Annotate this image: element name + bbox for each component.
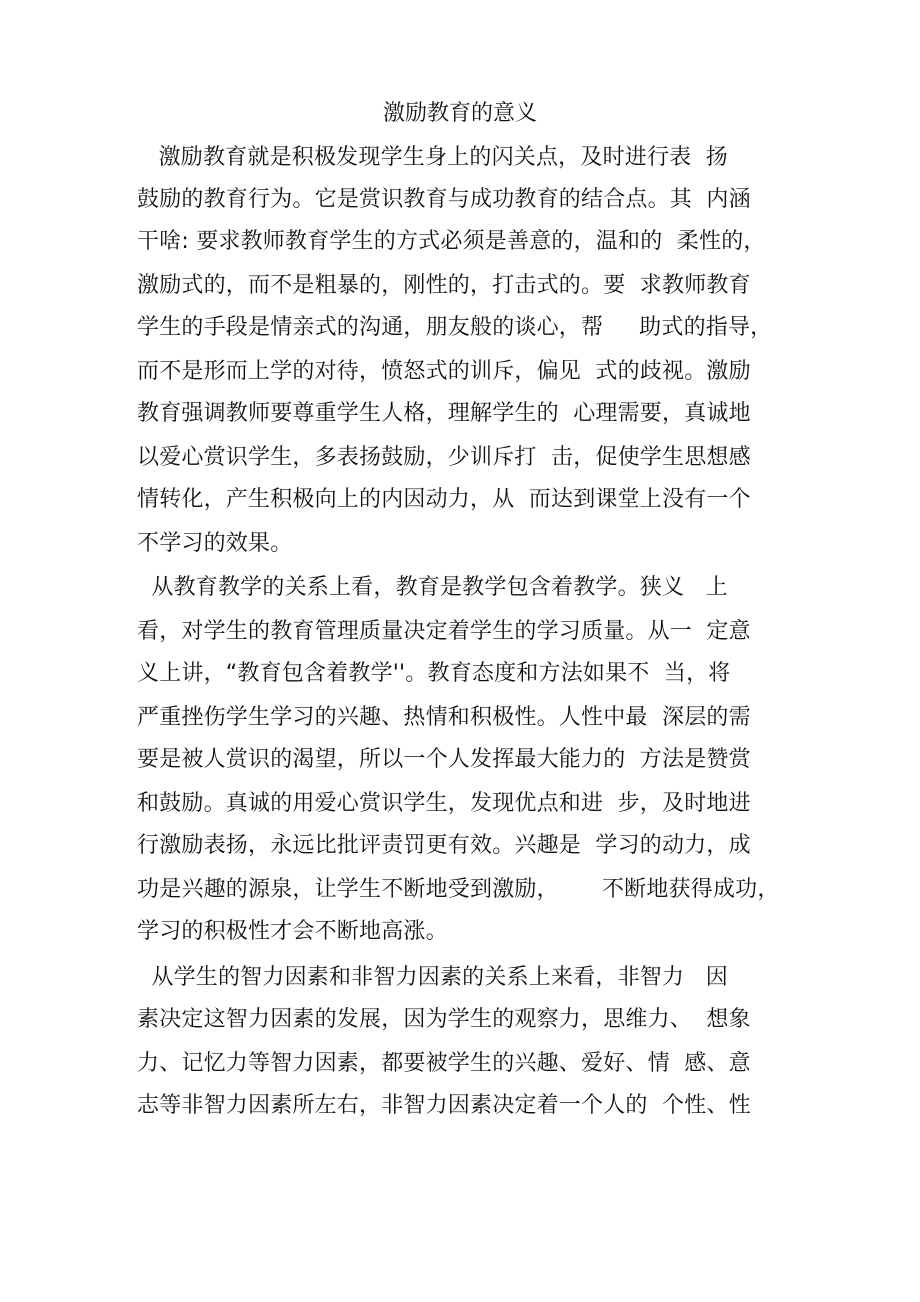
body-line: 而不是形而上学的对待，愤怒式的训斥，偏见 式的歧视。激励 bbox=[137, 359, 751, 384]
body-line: 力、记忆力等智力因素，都要被学生的兴趣、爱好、情 感、意 bbox=[137, 1051, 751, 1076]
body-line: 不学习的效果。 bbox=[137, 531, 293, 556]
body-line: 激励式的，而不是粗暴的，刚性的，打击式的。要 求教师教育 bbox=[137, 273, 751, 298]
body-line: 功是兴趣的源泉，让学生不断地受到激励， 不断地获得成功， bbox=[137, 877, 780, 902]
body-line: 学生的手段是情亲式的沟通，朋友般的谈心，帮 助式的指导， bbox=[137, 315, 773, 340]
body-line: 素决定这智力因素的发展，因为学生的观察力，思维力、 想象 bbox=[137, 1007, 751, 1032]
body-line: 以爱心赏识学生，多表扬鼓励，少训斥打 击，促使学生思想感 bbox=[137, 445, 751, 470]
body-line: 志等非智力因素所左右，非智力因素决定着一个人的 个性、性 bbox=[137, 1093, 751, 1118]
document-title: 激励教育的意义 bbox=[382, 101, 537, 126]
body-line: 义上讲，“教育包含着教学''。教育态度和方法如果不 当，将 bbox=[137, 661, 731, 686]
body-line: 教育强调教师要尊重学生人格，理解学生的 心理需要，真诚地 bbox=[137, 401, 751, 426]
body-line: 看，对学生的教育管理质量决定着学生的学习质量。从一 定意 bbox=[137, 619, 751, 644]
body-line: 要是被人赏识的渴望，所以一个人发挥最大能力的 方法是赞赏 bbox=[137, 747, 751, 772]
body-line: 行激励表扬，永远比批评责罚更有效。兴趣是 学习的动力，成 bbox=[137, 833, 751, 858]
body-line: 和鼓励。真诚的用爱心赏识学生，发现优点和进 步，及时地进 bbox=[137, 791, 751, 816]
body-line: 情转化，产生积极向上的内因动力，从 而达到课堂上没有一个 bbox=[137, 487, 751, 512]
body-line: 干啥: 要求教师教育学生的方式必须是善意的，温和的 柔性的， bbox=[137, 229, 766, 254]
body-line: 从教育教学的关系上看，教育是教学包含着教学。狭义 上 bbox=[137, 575, 728, 600]
body-line: 学习的积极性才会不断地高涨。 bbox=[137, 919, 448, 944]
body-line: 激励教育就是积极发现学生身上的闪关点，及时进行表 扬 bbox=[137, 145, 728, 170]
body-line: 从学生的智力因素和非智力因素的关系上来看，非智力 因 bbox=[137, 965, 728, 990]
body-line: 鼓励的教育行为。它是赏识教育与成功教育的结合点。其 内涵 bbox=[137, 187, 751, 212]
body-line: 严重挫伤学生学习的兴趣、热情和积极性。人性中最 深层的需 bbox=[137, 705, 751, 730]
